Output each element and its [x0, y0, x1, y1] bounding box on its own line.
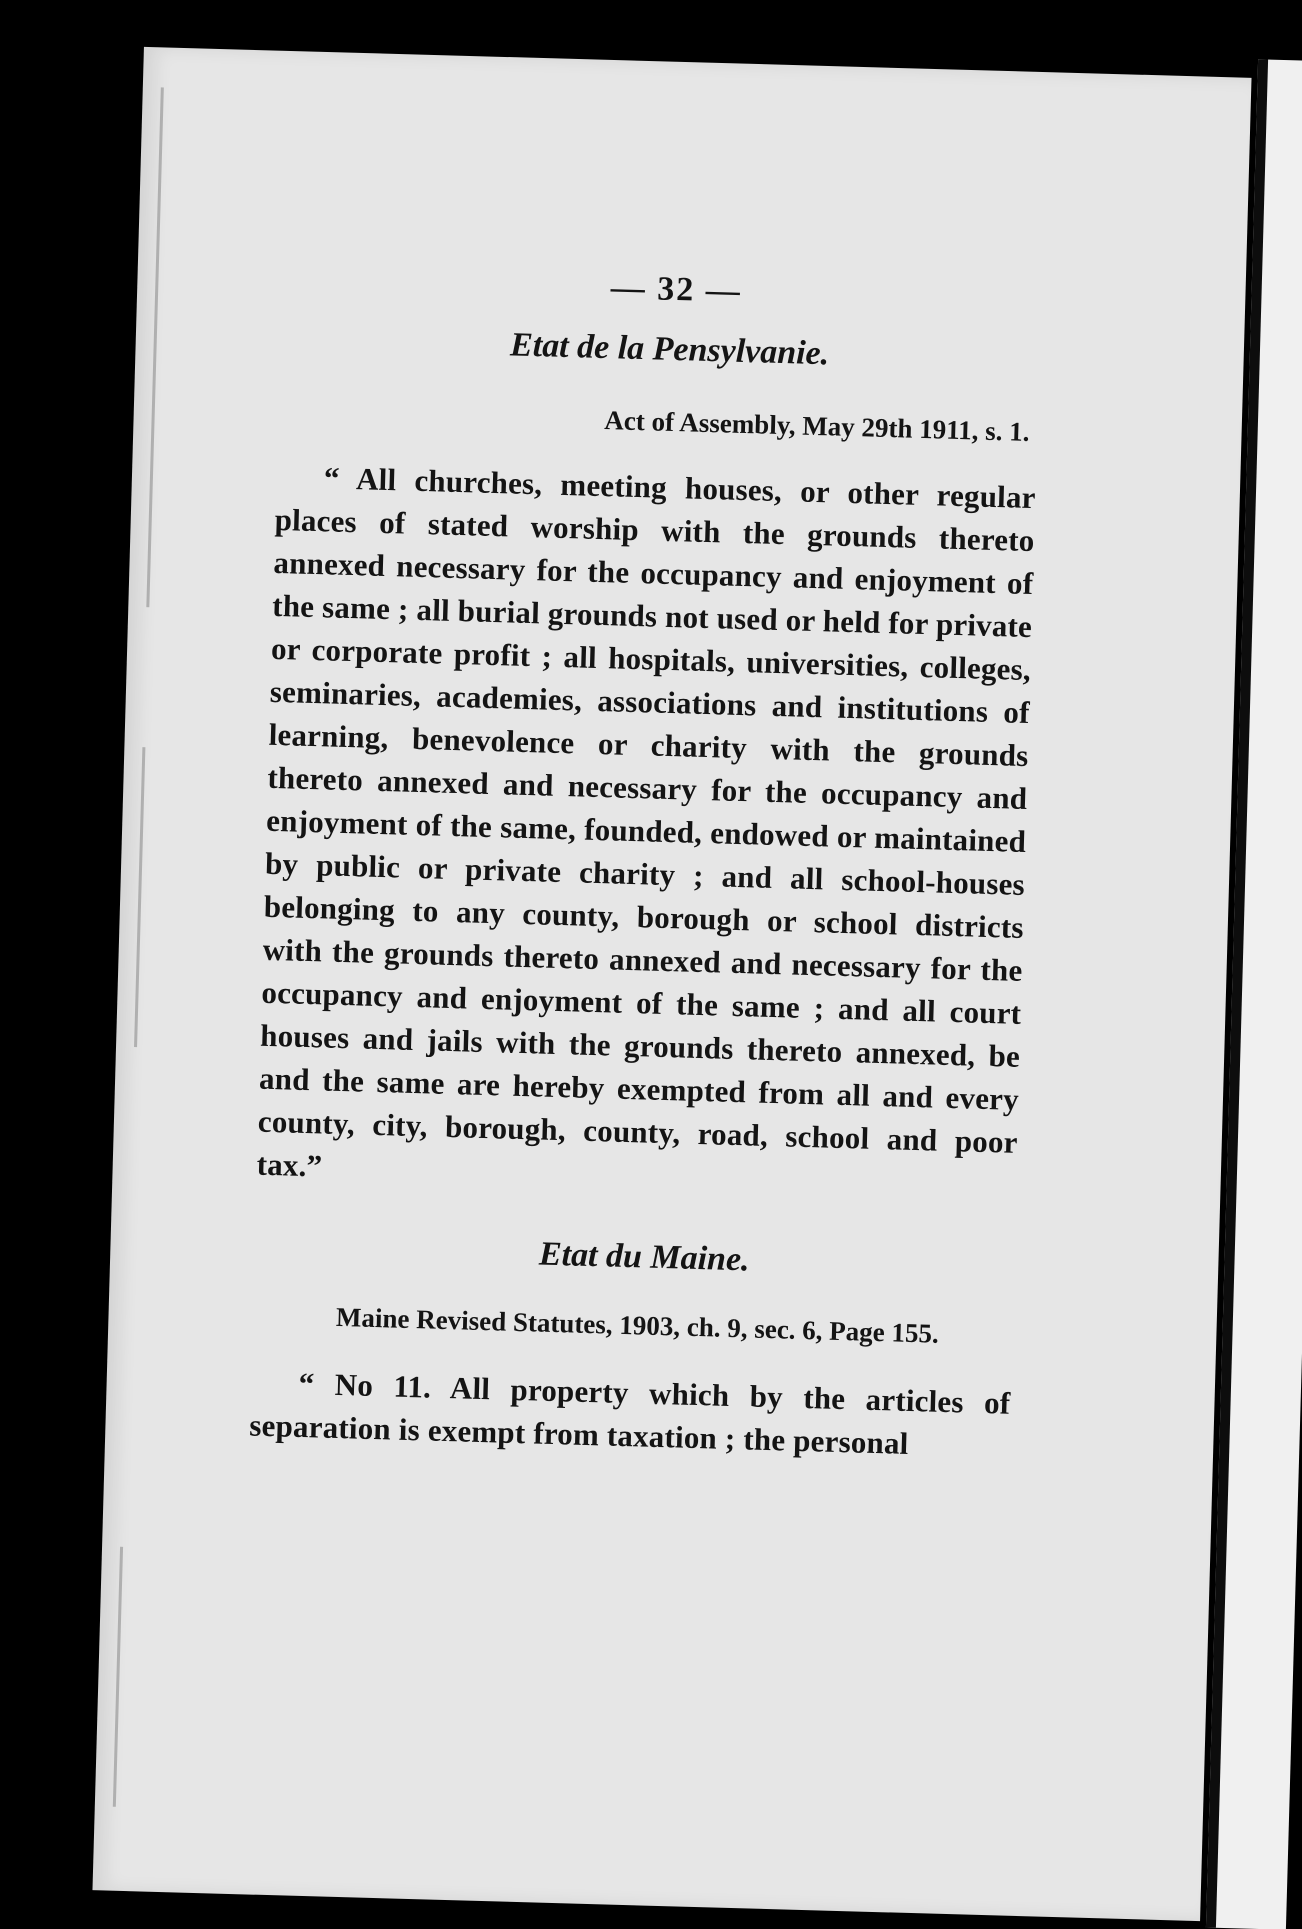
gutter-shadow [146, 87, 164, 607]
gutter-shadow [134, 747, 145, 1047]
page-content [249, 260, 1042, 1468]
gutter-shadow [113, 1547, 123, 1807]
section-title-maine: Etat du Maine. [538, 1235, 751, 1279]
statute-text-maine: “ No 11. All property which by the articles of separation is exempt from taxation ; the personal [248, 1365, 1011, 1461]
page-number: — 32 — [610, 269, 743, 310]
citation-pennsylvania: Act of Assembly, May 29th 1911, s. 1. [603, 405, 1030, 447]
section-title-pennsylvania: Etat de la Pensylvanie. [509, 326, 830, 373]
citation-maine: Maine Revised Statutes, 1903, ch. 9, sec. 6, Page 155. [335, 1301, 940, 1349]
statute-text-pennsylvania: “ All churches, meeting houses, or other regular places of stated worship with the grounds thereto annexed necessary for the occupancy and enjoyment of the same ; all burial grounds not used or held for private or corporate profit ; all hospitals, universities, colleges, seminaries, academies, associations and institutions of learning, benevolence or charity with the grounds thereto annexed and necessary for the occupancy and enjoyment of the same, founded, endowed or maintained by public or private charity ; and all school-houses belonging to any county, borough or school districts with the grounds thereto annexed and necessary for the occupancy and enjoyment of the same ; and all court houses and jails with the grounds thereto annexed, be and the same are hereby exempted from all and every county, city, borough, county, road, school and poor tax.” [256, 460, 1037, 1184]
